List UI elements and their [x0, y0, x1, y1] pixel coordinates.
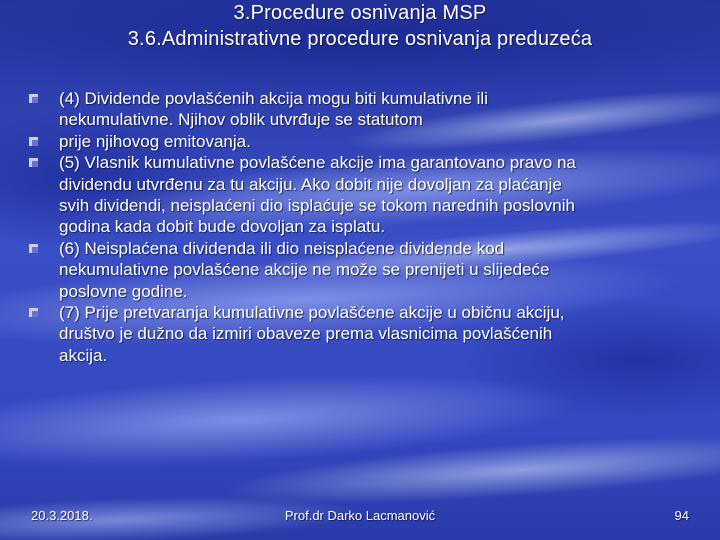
square-bullet-icon	[29, 158, 38, 167]
slide-title	[0, 0, 720, 52]
bullet-line: društvo je dužno da izmiri obaveze prema vlasnicima povlašćenih	[59, 324, 553, 344]
bullet-line: prije njihovog emitovanja.	[59, 131, 251, 151]
bullet-item	[28, 152, 696, 238]
bullet-line: nekumulativne. Njihov oblik utvrđuje se statutom	[59, 110, 423, 130]
bullet-line: (5) Vlasnik kumulativne povlašćene akcije ima garantovano pravo na	[59, 153, 576, 173]
title-line-2: 3.6.Administrativne procedure osnivanja preduzeća	[127, 28, 593, 50]
square-bullet-icon	[29, 94, 38, 103]
bullet-line: (7) Prije pretvaranja kumulativne povlašćene akcije u običnu akciju,	[59, 303, 565, 323]
square-bullet-icon	[29, 244, 38, 253]
footer-date: 20.3.2018.	[31, 508, 93, 523]
bullet-list	[28, 88, 696, 366]
footer-page-number: 94	[674, 508, 689, 523]
bullet-item	[28, 238, 696, 302]
footer-author: Prof.dr Darko Lacmanović	[284, 508, 436, 523]
square-bullet-icon	[29, 137, 38, 146]
bullet-line: (6) Neisplaćena dividenda ili dio neisplaćene dividende kod	[59, 238, 505, 258]
bullet-line: (4) Dividende povlašćenih akcija mogu biti kumulativne ili	[59, 89, 488, 108]
bullet-item	[28, 88, 696, 131]
bullet-line: poslovne godine.	[59, 281, 188, 301]
square-bullet-icon	[29, 308, 38, 317]
bullet-item	[28, 131, 696, 152]
bullet-line: godina kada dobit bude dovoljan za isplatu.	[59, 217, 386, 237]
title-line-1: 3.Procedure osnivanja MSP	[233, 2, 487, 24]
bullet-line: svih dividendi, neisplaćeni dio isplaćuje se tokom narednih poslovnih	[59, 196, 575, 216]
bullet-item	[28, 302, 696, 366]
bullet-line: dividendu utvrđenu za tu akciju. Ako dobit nije dovoljan za plaćanje	[59, 174, 562, 194]
bullet-line: nekumulativne povlašćene akcije ne može se prenijeti u slijedeće	[59, 260, 550, 280]
bullet-line: akcija.	[59, 345, 108, 365]
